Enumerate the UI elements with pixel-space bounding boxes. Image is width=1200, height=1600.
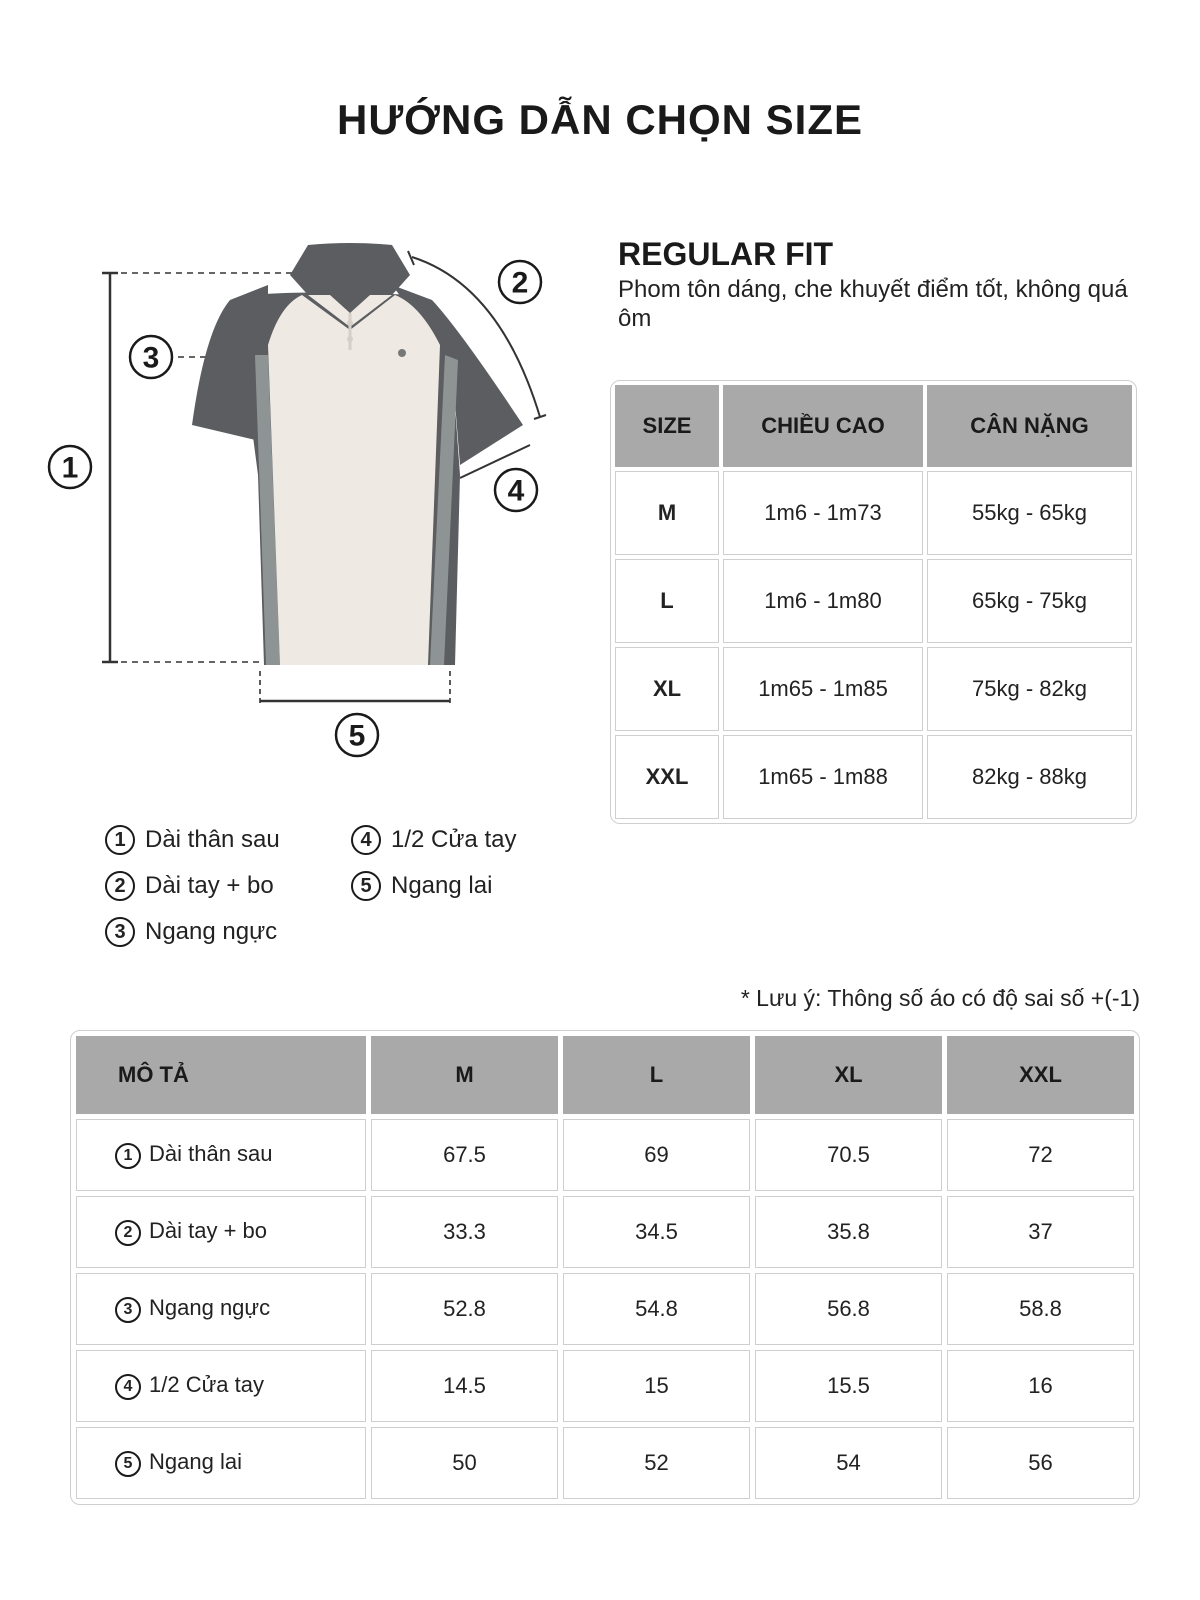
legend-label: Ngang ngực — [145, 918, 278, 945]
legend-item — [105, 825, 280, 855]
value-cell: 69 — [563, 1119, 750, 1191]
table-row — [615, 559, 1132, 643]
header-description: MÔ TẢ — [76, 1036, 366, 1114]
measurement-table — [70, 1030, 1140, 1505]
tolerance-note: * Lưu ý: Thông số áo có độ sai số +(-1) — [740, 985, 1140, 1011]
row-label: Dài thân sau — [149, 1141, 273, 1167]
height-cell: 1m65 - 1m85 — [723, 647, 923, 731]
marker-2 — [499, 261, 541, 303]
row-label: Ngang ngực — [149, 1295, 271, 1321]
svg-text:4: 4 — [507, 474, 525, 508]
size-cell: XL — [615, 647, 719, 731]
table-row — [76, 1273, 1134, 1345]
size-cell: XXL — [615, 735, 719, 819]
legend-label: Dài tay + bo — [145, 872, 274, 899]
weight-cell: 82kg - 88kg — [927, 735, 1132, 819]
table-row — [615, 735, 1132, 819]
size-cell: M — [615, 471, 719, 555]
legend-number: 3 — [105, 917, 135, 947]
legend-label: 1/2 Cửa tay — [391, 826, 517, 853]
legend-number: 5 — [351, 871, 381, 901]
fit-description: Phom tôn dáng, che khuyết điểm tốt, không quá ôm — [618, 276, 1128, 332]
legend-label: Dài thân sau — [145, 826, 280, 853]
table-row — [615, 647, 1132, 731]
legend-number: 4 — [351, 825, 381, 855]
svg-text:2: 2 — [511, 266, 529, 300]
row-label: 1/2 Cửa tay — [149, 1372, 265, 1398]
weight-cell: 55kg - 65kg — [927, 471, 1132, 555]
value-cell: 35.8 — [755, 1196, 942, 1268]
table-row — [76, 1350, 1134, 1422]
polo-shirt — [192, 243, 523, 665]
header-size-m: M — [371, 1036, 558, 1114]
legend-item — [351, 825, 516, 855]
height-cell: 1m6 - 1m80 — [723, 559, 923, 643]
value-cell: 67.5 — [371, 1119, 558, 1191]
description-cell — [76, 1196, 366, 1268]
row-number: 3 — [115, 1297, 141, 1323]
row-number: 4 — [115, 1374, 141, 1400]
height-cell: 1m65 - 1m88 — [723, 735, 923, 819]
marker-1 — [49, 446, 91, 488]
row-number: 1 — [115, 1143, 141, 1169]
fit-title: REGULAR FIT — [618, 236, 834, 272]
size-recommendation-table — [610, 380, 1137, 824]
header-height: CHIỀU CAO — [723, 385, 923, 467]
weight-cell: 75kg - 82kg — [927, 647, 1132, 731]
description-cell — [76, 1427, 366, 1499]
value-cell: 52.8 — [371, 1273, 558, 1345]
value-cell: 33.3 — [371, 1196, 558, 1268]
value-cell: 34.5 — [563, 1196, 750, 1268]
legend-item — [105, 871, 274, 901]
svg-text:3: 3 — [142, 341, 160, 375]
table-row — [76, 1119, 1134, 1191]
value-cell: 14.5 — [371, 1350, 558, 1422]
header-size-l: L — [563, 1036, 750, 1114]
table-row — [76, 1196, 1134, 1268]
value-cell: 54 — [755, 1427, 942, 1499]
svg-text:1: 1 — [61, 451, 79, 485]
header-size-xxl: XXL — [947, 1036, 1134, 1114]
marker-5 — [336, 714, 378, 756]
header-size-xl: XL — [755, 1036, 942, 1114]
description-cell — [76, 1273, 366, 1345]
value-cell: 15.5 — [755, 1350, 942, 1422]
size-cell: L — [615, 559, 719, 643]
value-cell: 56 — [947, 1427, 1134, 1499]
value-cell: 50 — [371, 1427, 558, 1499]
value-cell: 52 — [563, 1427, 750, 1499]
height-cell: 1m6 - 1m73 — [723, 471, 923, 555]
weight-cell: 65kg - 75kg — [927, 559, 1132, 643]
value-cell: 54.8 — [563, 1273, 750, 1345]
marker-4 — [495, 469, 537, 511]
shirt-diagram — [40, 235, 580, 795]
size-table-header — [615, 385, 1132, 467]
value-cell: 16 — [947, 1350, 1134, 1422]
value-cell: 58.8 — [947, 1273, 1134, 1345]
legend-item — [351, 871, 492, 901]
row-number: 5 — [115, 1451, 141, 1477]
value-cell: 72 — [947, 1119, 1134, 1191]
page-title: HƯỚNG DẪN CHỌN SIZE — [336, 96, 863, 143]
value-cell: 15 — [563, 1350, 750, 1422]
svg-text:5: 5 — [348, 719, 366, 753]
marker-3 — [130, 336, 172, 378]
table-row — [615, 471, 1132, 555]
row-number: 2 — [115, 1220, 141, 1246]
header-size: SIZE — [615, 385, 719, 467]
row-label: Ngang lai — [149, 1449, 242, 1475]
legend-item — [105, 917, 277, 947]
description-cell — [76, 1350, 366, 1422]
value-cell: 37 — [947, 1196, 1134, 1268]
value-cell: 56.8 — [755, 1273, 942, 1345]
header-weight: CÂN NẶNG — [927, 385, 1132, 467]
spec-table-header — [76, 1036, 1134, 1114]
value-cell: 70.5 — [755, 1119, 942, 1191]
legend-label: Ngang lai — [391, 872, 493, 899]
row-label: Dài tay + bo — [149, 1218, 268, 1244]
table-row — [76, 1427, 1134, 1499]
legend-number: 1 — [105, 825, 135, 855]
legend-number: 2 — [105, 871, 135, 901]
description-cell — [76, 1119, 366, 1191]
